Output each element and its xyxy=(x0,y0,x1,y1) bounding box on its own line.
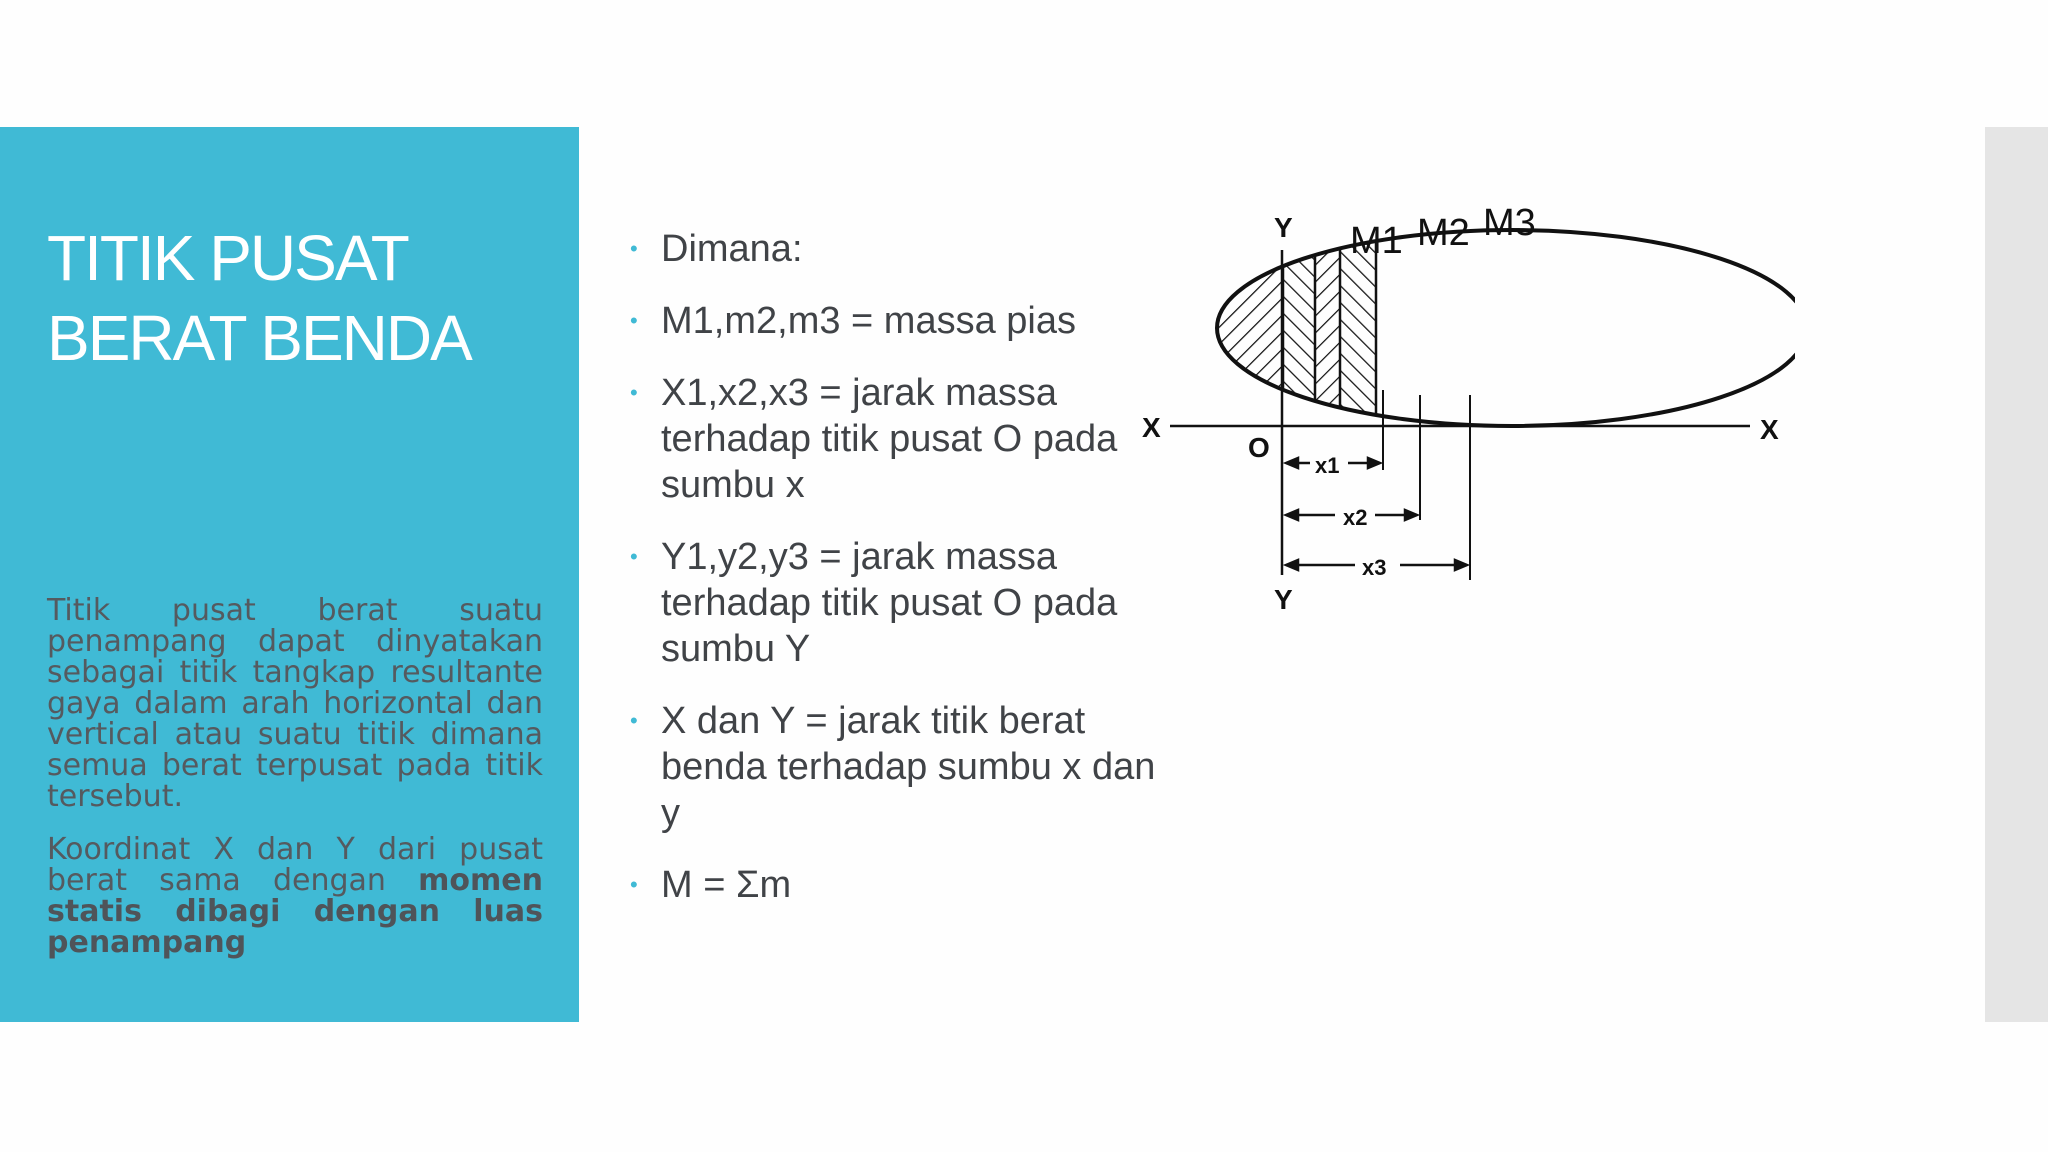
bullet-list xyxy=(630,226,1170,934)
bullet-item xyxy=(630,862,1170,908)
bullet-text: M1,m2,m3 = massa pias xyxy=(661,300,1076,342)
bullet-dot-icon: • xyxy=(630,708,638,733)
bullet-text: Dimana: xyxy=(661,228,803,270)
bullet-dot-icon: • xyxy=(630,544,638,569)
bullet-dot-icon: • xyxy=(630,308,638,333)
bullet-item xyxy=(630,370,1170,508)
bullet-text: Y1,y2,y3 = jarak massa terhadap titik pusat O pada sumbu Y xyxy=(661,536,1118,670)
label-m1: M1 xyxy=(1350,220,1403,262)
bullet-dot-icon: • xyxy=(630,380,638,405)
description-2-text: Koordinat X dan Y dari pusat berat sama dengan xyxy=(47,832,543,898)
title-line-1: TITIK PUSAT xyxy=(47,222,408,294)
strip-m1 xyxy=(1130,195,1283,620)
label-x1: x1 xyxy=(1315,453,1340,478)
center-of-mass-diagram xyxy=(1130,195,1795,620)
label-origin: O xyxy=(1248,432,1270,463)
description-paragraph-1: Titik pusat berat suatu penampang dapat dinyatakan sebagai titik tangkap resultante gaya dalam arah horizontal dan vertical atau suatu titik dimana semua berat terpusat pada titik tersebut. xyxy=(47,593,543,814)
bullet-dot-icon: • xyxy=(630,236,638,261)
bullet-item xyxy=(630,298,1170,344)
dimension-arrows xyxy=(1286,458,1467,570)
label-m2: M2 xyxy=(1417,212,1470,254)
label-m3: M3 xyxy=(1483,202,1536,244)
bullet-text: M = Σm xyxy=(661,864,792,906)
label-x-right: X xyxy=(1760,414,1779,445)
label-x-left: X xyxy=(1142,412,1161,443)
bullet-text: X dan Y = jarak titik berat benda terhadap sumbu x dan y xyxy=(661,700,1156,834)
bullet-text: X1,x2,x3 = jarak massa terhadap titik pusat O pada sumbu x xyxy=(661,372,1118,506)
title-line-2: BERAT BENDA xyxy=(47,302,471,374)
label-x3: x3 xyxy=(1362,555,1387,580)
label-y-bottom: Y xyxy=(1274,584,1293,615)
bullet-item xyxy=(630,226,1170,272)
label-x2: x2 xyxy=(1343,505,1368,530)
bullet-dot-icon: • xyxy=(630,872,638,897)
description-2-bold: momen statis dibagi dengan luas penampang xyxy=(47,863,543,960)
label-y-top: Y xyxy=(1274,212,1293,243)
right-edge-strip xyxy=(1985,127,2048,1022)
bullet-item xyxy=(630,698,1170,836)
slide-title xyxy=(47,218,567,378)
description-paragraph-2 xyxy=(47,834,543,958)
bullet-item xyxy=(630,534,1170,672)
